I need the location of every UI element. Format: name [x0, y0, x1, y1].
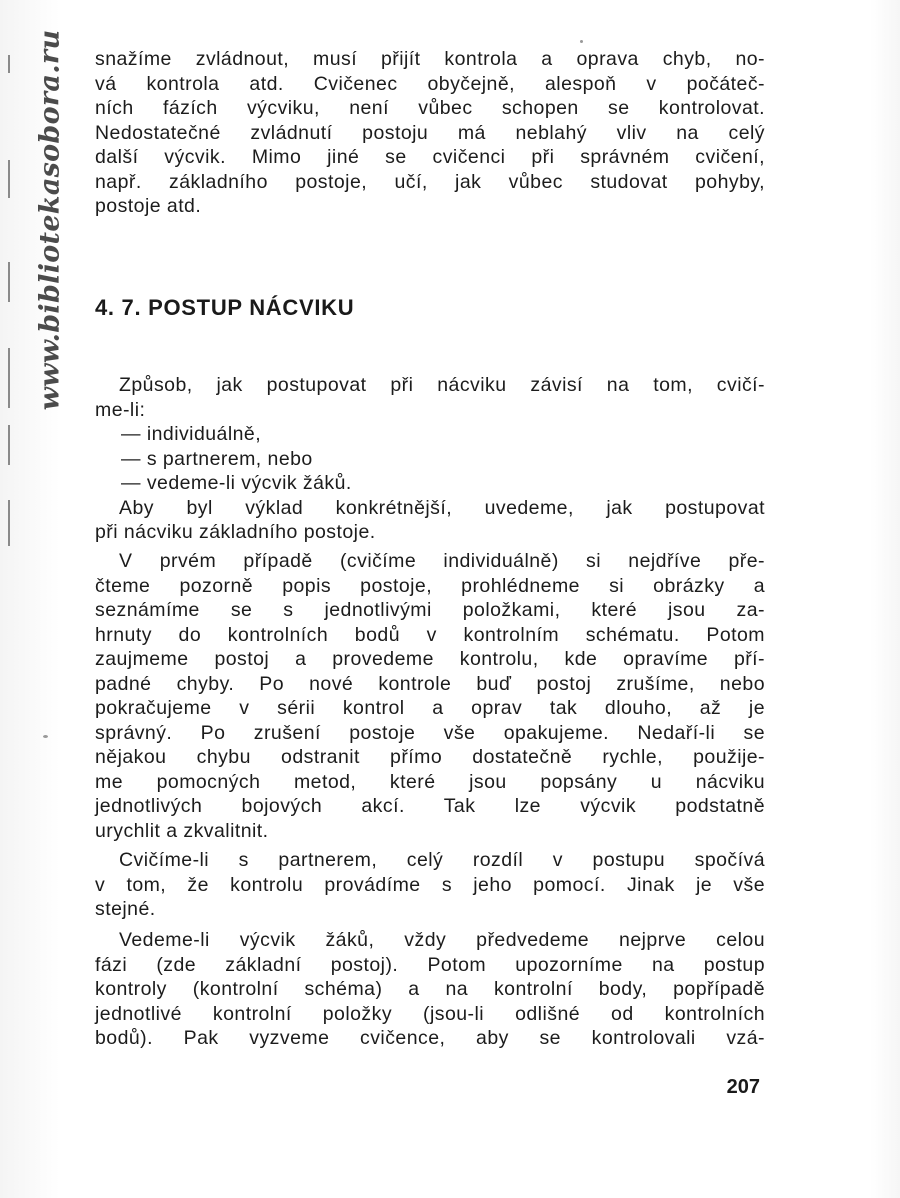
text-line: me pomocných metod, které jsou popsány u nácviku [95, 770, 765, 793]
text-line: kontroly (kontrolní schéma) a na kontrolní body, popřípadě [95, 978, 765, 1000]
students-paragraph [95, 928, 765, 1051]
margin-mark [8, 55, 10, 73]
text-line: seznámíme se s jednotlivými položkami, které jsou za- [95, 599, 765, 621]
text-line: jednotlivých bojových akcí. Tak lze výcvik podstatně [95, 795, 765, 817]
list-item: — vedeme-li výcvik žáků. [121, 472, 352, 494]
text-line: např. základního postoje, učí, jak vůbec studovat pohyby, [95, 170, 765, 193]
scan-speck [580, 40, 583, 43]
text-line: pokračujeme v sérii kontrol a oprav tak dlouho, až je [95, 697, 765, 719]
margin-mark [8, 500, 10, 546]
list-item: — individuálně, [121, 423, 262, 445]
scan-speck [43, 735, 48, 738]
text-line: jednotlivé kontrolní položky (jsou-li odlišné od kontrolních [95, 1002, 765, 1025]
text-line: urychlit a zkvalitnit. [95, 819, 269, 842]
section-heading: 4. 7. POSTUP NÁCVIKU [95, 295, 355, 320]
method-section [95, 373, 765, 545]
text-line: snažíme zvládnout, musí přijít kontrola a oprava chyb, no- [95, 48, 765, 70]
margin-mark [8, 425, 10, 465]
text-line: Nedostatečné zvládnutí postoju má neblahý vliv na celý [95, 121, 765, 144]
text-line: Vedeme-li výcvik žáků, vždy předvedeme nejprve celou [119, 929, 765, 951]
text-line: fázi (zde základní postoj). Potom upozorníme na postup [95, 953, 765, 976]
text-line: V prvém případě (cvičíme individuálně) si nejdříve pře- [119, 550, 765, 572]
text-line: vá kontrola atd. Cvičenec obyčejně, alespoň v počáteč- [95, 72, 765, 95]
margin-mark [8, 160, 10, 198]
text-line: správný. Po zrušení postoje vše opakujeme. Nedaří-li se [95, 721, 765, 744]
text-line: postoje atd. [95, 195, 202, 217]
text-line: další výcvik. Mimo jiné se cvičenci při správném cvičení, [95, 146, 765, 168]
individual-paragraph [95, 549, 765, 843]
text-line: ních fázích výcviku, není vůbec schopen se kontrolovat. [95, 97, 765, 119]
text-line: Způsob, jak postupovat při nácviku závisí na tom, cvičí- [119, 374, 765, 396]
text-line: stejné. [95, 898, 156, 920]
text-line: padné chyby. Po nové kontrole buď postoj zrušíme, nebo [95, 672, 765, 695]
page-number: 207 [726, 1076, 760, 1098]
text-line: zaujmeme postoj a provedeme kontrolu, kde opravíme pří- [95, 648, 765, 670]
text-line: při nácviku základního postoje. [95, 521, 376, 543]
watermark-url: www.bibliotekasobora.ru [34, 29, 66, 411]
text-line: bodů). Pak vyzveme cvičence, aby se kontrolovali vzá- [95, 1027, 765, 1049]
text-line: nějakou chybu odstranit přímo dostatečně rychle, použije- [95, 746, 765, 768]
intro-paragraph [95, 47, 765, 219]
partner-paragraph [95, 848, 765, 922]
margin-mark [8, 262, 10, 302]
text-line: čteme pozorně popis postoje, prohlédneme si obrázky a [95, 574, 765, 597]
text-line: v tom, že kontrolu provádíme s jeho pomocí. Jinak je vše [95, 873, 765, 896]
list-item: — s partnerem, nebo [121, 447, 313, 470]
text-line: me-li: [95, 398, 146, 421]
margin-mark [8, 348, 10, 408]
text-line: Aby byl výklad konkrétnější, uvedeme, jak postupovat [119, 496, 765, 519]
text-line: Cvičíme-li s partnerem, celý rozdíl v postupu spočívá [119, 849, 765, 871]
text-line: hrnuty do kontrolních bodů v kontrolním schématu. Potom [95, 623, 765, 646]
